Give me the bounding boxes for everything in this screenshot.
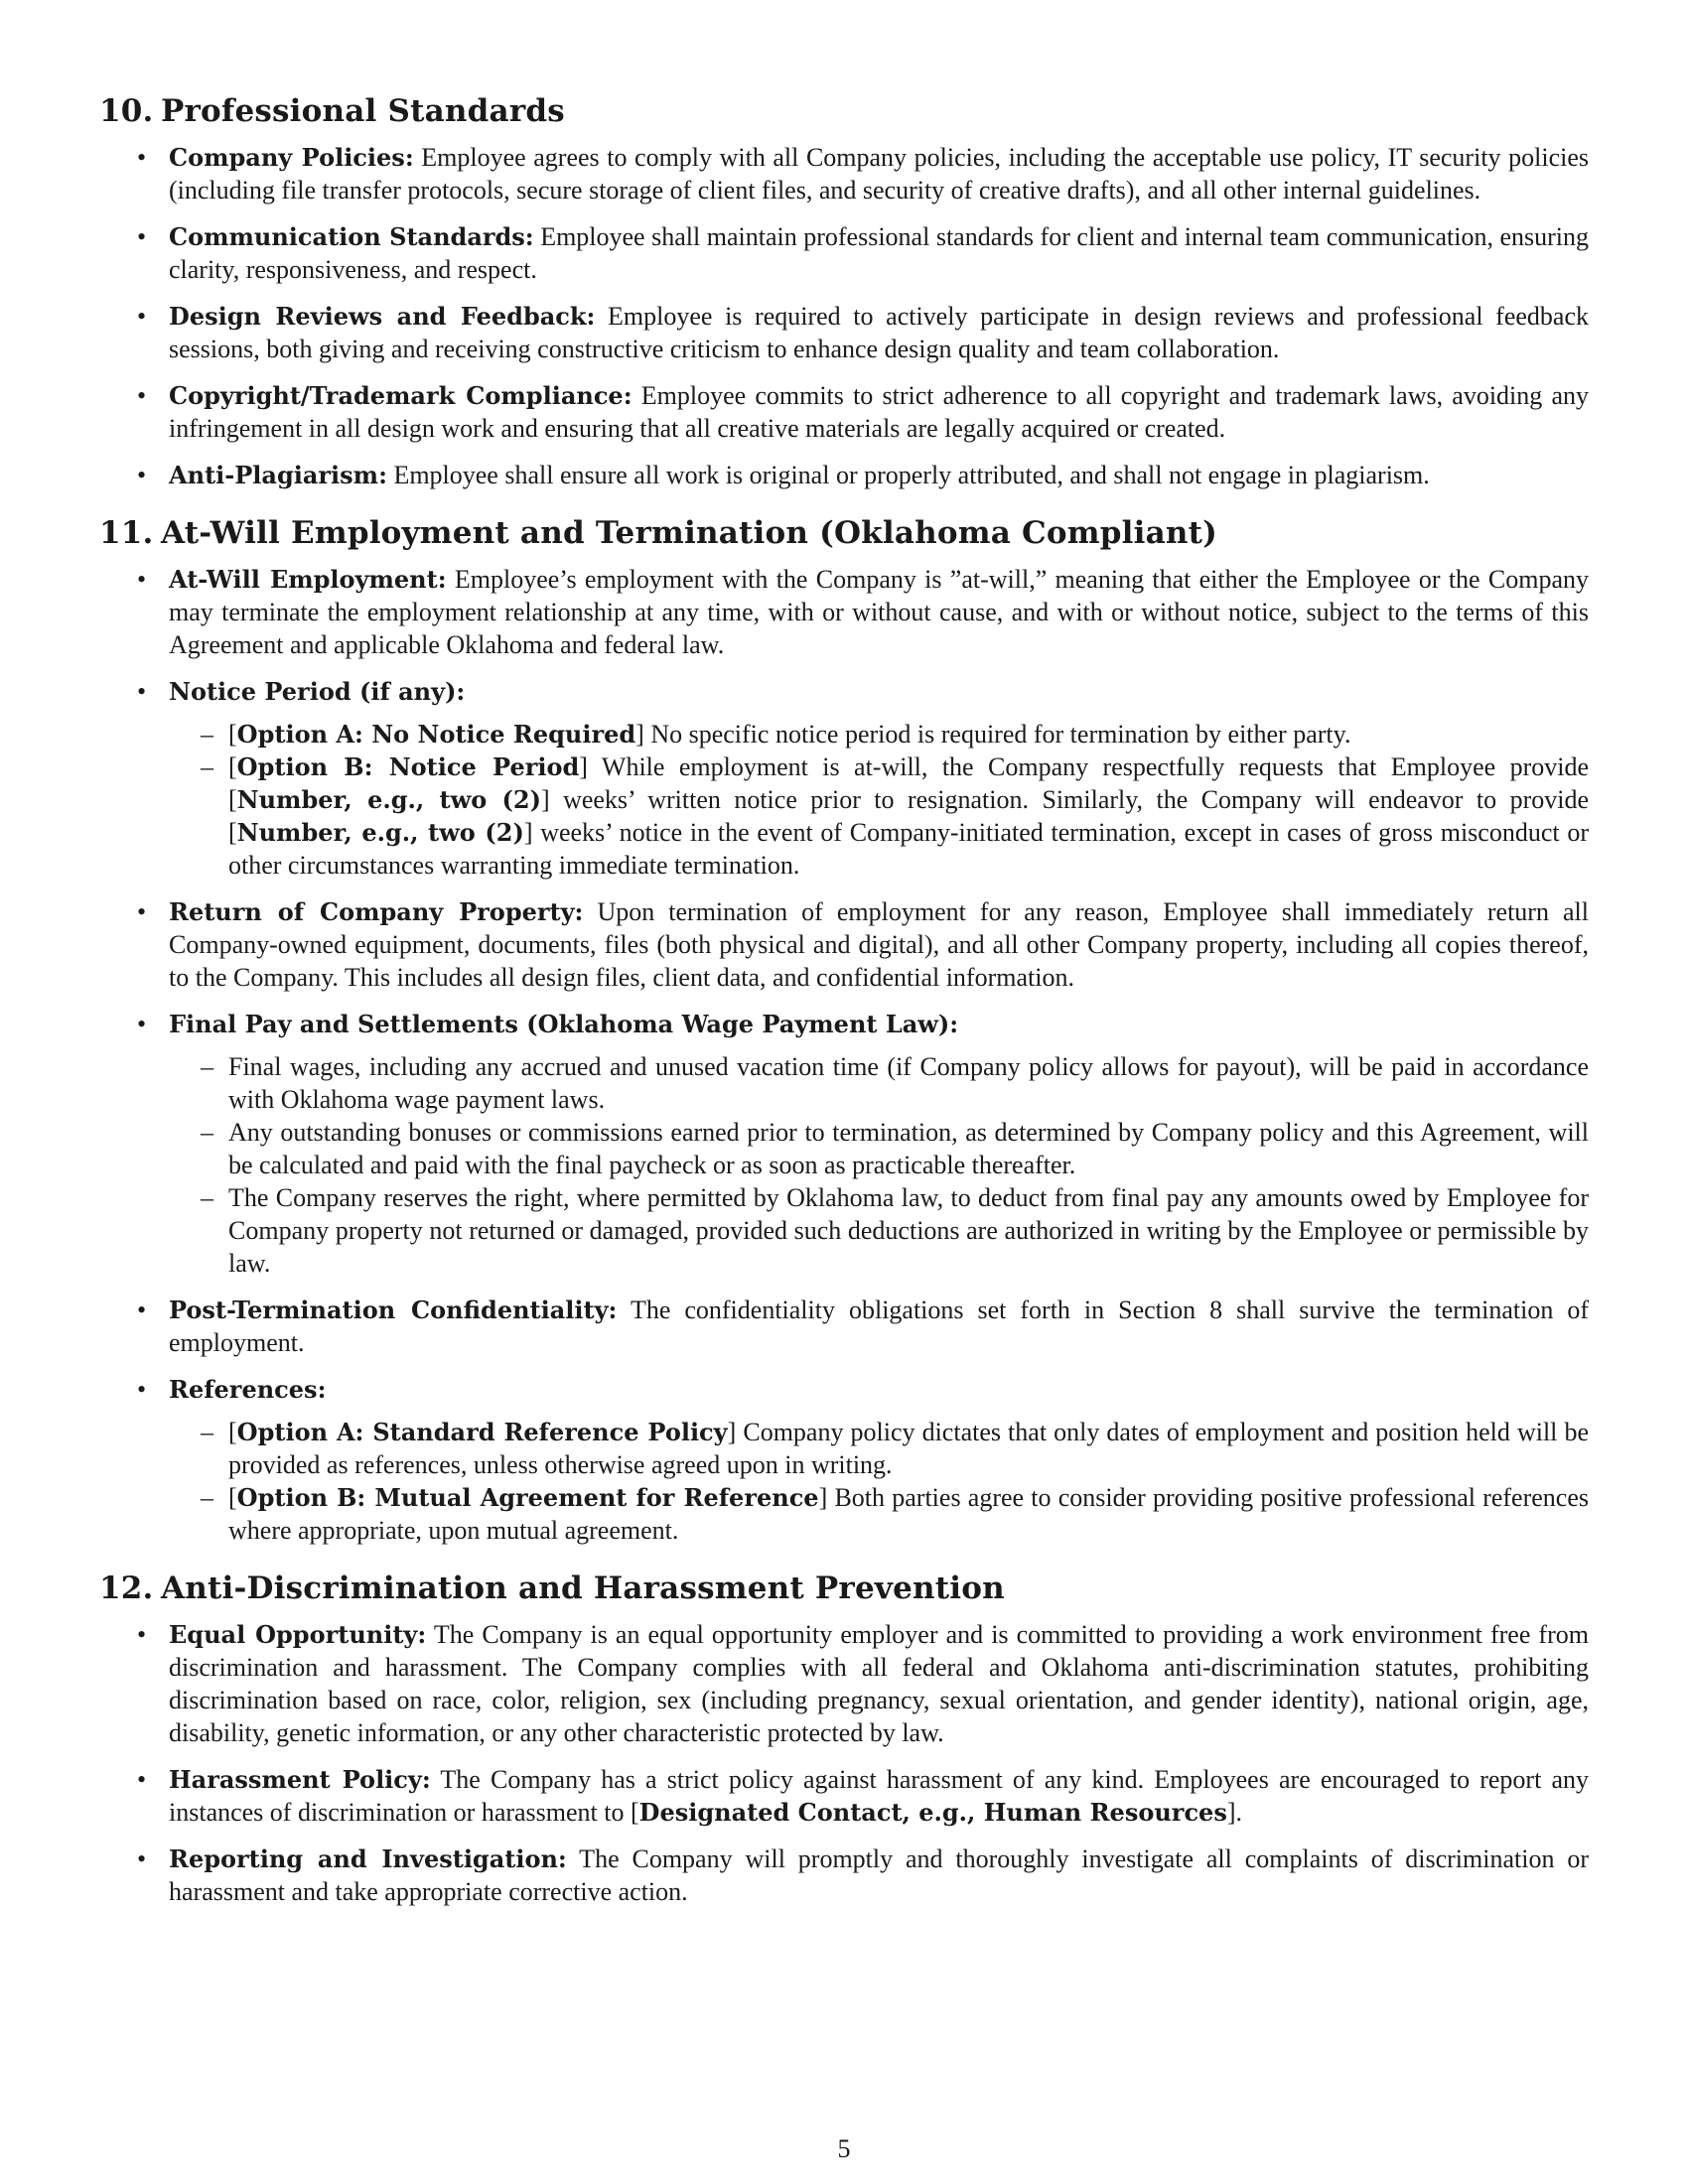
list-item	[99, 141, 1589, 206]
sub-list-item: – [Option A: No Notice Required] No specific notice period is required for termination by either party.	[201, 720, 1351, 749]
sub-list-item	[169, 1181, 1589, 1280]
item-term: Post-Termination Confidentiality:	[169, 1296, 618, 1324]
document-page	[99, 91, 1589, 1930]
item-text: Upon termination of employment for any reason, Employee shall immediately return all Company-owned equipment, documents, files (both physical and digital), and all other Company property, including all copies thereof, to the Company. This includes all design files, client data, and confidential information.	[169, 897, 1589, 992]
item-term: Anti-Plagiarism:	[169, 461, 387, 489]
section-11	[99, 513, 1589, 1547]
option-text: Company policy dictates that only dates of employment and position held will be provided as references, unless otherwise agreed upon in writing.	[228, 1418, 1589, 1479]
item-term: Communication Standards:	[169, 222, 534, 251]
option-label: Option A: No Notice Required	[236, 720, 636, 749]
item-term: Final Pay and Settlements (Oklahoma Wage Payment Law):	[169, 1010, 959, 1038]
item-text: Employee agrees to comply with all Company policies, including the acceptable use policy, IT security policies (including file transfer protocols, secure storage of client files, and security of creative drafts), and all other internal guidelines.	[169, 143, 1589, 205]
bullet-icon: •	[137, 1620, 147, 1649]
item-term: Equal Opportunity:	[169, 1620, 427, 1649]
item-term: Return of Company Property:	[169, 897, 584, 926]
item-text: Employee shall maintain professional standards for client and internal team communication, ensuring clarity, responsiveness, and respect.	[169, 222, 1590, 284]
sub-item-text: Any outstanding bonuses or commissions earned prior to termination, as determined by Company policy and this Agreement, will be calculated and paid with the final paycheck or as soon as practicable thereafter.	[228, 1118, 1589, 1179]
bullet-icon: •	[137, 565, 147, 594]
item-term: Company Policies:	[169, 143, 414, 172]
sub-list-item: – [Option A: Standard Reference Policy] Company policy dictates that only dates of employment and position held will be provided as references, unless otherwise agreed upon in writing.	[201, 1418, 1589, 1479]
item-term: Design Reviews and Feedback:	[169, 302, 596, 331]
list-item	[99, 1373, 1589, 1547]
bullet-icon: •	[137, 897, 147, 926]
placeholder-field: Number, e.g., two (2)	[236, 785, 541, 814]
list-item	[99, 300, 1589, 365]
item-term: At-Will Employment:	[169, 565, 447, 594]
bullet-icon: •	[137, 302, 147, 331]
dash-icon: –	[201, 1183, 213, 1212]
list-item	[99, 895, 1589, 994]
placeholder-field: Number, e.g., two (2)	[236, 818, 524, 847]
option-label: Option A: Standard Reference Policy	[236, 1418, 728, 1446]
sub-list	[169, 1050, 1589, 1280]
section-12	[99, 1569, 1589, 1908]
list-item	[99, 1294, 1589, 1359]
option-text: While employment is at-will, the Company respectfully requests that Employee provide [	[228, 752, 1590, 814]
option-text: ] weeks’ notice in the event of Company-initiated termination, except in cases of gross misconduct or other circumstances warranting immediate termination.	[228, 818, 1589, 880]
section-title: Professional Standards	[161, 93, 565, 129]
option-text: ] weeks’ written notice prior to resignation. Similarly, the Company will endeavor to provide [	[228, 785, 1589, 847]
item-text: The Company will promptly and thoroughly investigate all complaints of discrimination or harassment and take appropriate corrective action.	[169, 1844, 1589, 1906]
dash-icon: –	[201, 752, 213, 781]
item-text: The confidentiality obligations set forth in Section 8 shall survive the termination of employment.	[169, 1296, 1589, 1357]
list-item	[99, 563, 1589, 661]
list-item	[99, 1763, 1589, 1829]
list-item	[99, 379, 1589, 445]
item-term: Copyright/Trademark Compliance:	[169, 381, 633, 410]
list-item	[99, 1843, 1589, 1908]
dash-icon: –	[201, 1052, 213, 1081]
sub-list-item	[169, 1116, 1589, 1181]
bullet-icon: •	[137, 143, 147, 172]
section-heading	[99, 1569, 1589, 1608]
list-item	[99, 220, 1589, 286]
list-item	[99, 1618, 1589, 1749]
option-label: Option B: Notice Period	[236, 752, 580, 781]
placeholder-field: Designated Contact, e.g., Human Resources	[638, 1798, 1227, 1827]
item-text: Employee is required to actively participate in design reviews and professional feedback sessions, both giving and receiving constructive criticism to enhance design quality and team collaboration.	[169, 302, 1589, 363]
option-text: Both parties agree to consider providing positive professional references where appropriate, upon mutual agreement.	[228, 1483, 1589, 1545]
section-10	[99, 91, 1589, 491]
page-number: 5	[837, 2134, 851, 2163]
bullet-icon: •	[137, 1765, 147, 1794]
item-text: Employee commits to strict adherence to all copyright and trademark laws, avoiding any infringement in all design work and ensuring that all creative materials are legally acquired or created.	[169, 381, 1589, 443]
dash-icon: –	[201, 1118, 213, 1147]
list-item	[99, 1008, 1589, 1280]
dash-icon: –	[201, 1483, 213, 1512]
bullet-list	[99, 1618, 1589, 1908]
item-term: References:	[169, 1375, 327, 1404]
item-term: Reporting and Investigation:	[169, 1844, 567, 1873]
item-text: The Company is an equal opportunity employer and is committed to providing a work environment free from discrimination and harassment. The Company complies with all federal and Oklahoma anti-discrimination statutes, prohibiting discrimination based on race, color, religion, sex (including pregnancy, sexual orientation, and gender identity), national origin, age, disability, genetic information, or any other characteristic protected by law.	[169, 1620, 1589, 1747]
list-item	[99, 675, 1589, 882]
list-item	[99, 459, 1589, 491]
section-number: 12.	[99, 1570, 154, 1606]
bullet-icon: •	[137, 222, 147, 251]
option-text: No specific notice period is required for termination by either party.	[643, 720, 1351, 749]
item-text: ].	[1226, 1798, 1243, 1827]
bullet-icon: •	[137, 1296, 147, 1324]
item-term: Notice Period (if any):	[169, 677, 466, 706]
bullet-icon: •	[137, 677, 147, 706]
bullet-icon: •	[137, 1375, 147, 1404]
sub-item-text: The Company reserves the right, where permitted by Oklahoma law, to deduct from final pay any amounts owed by Employee for Company property not returned or damaged, provided such deductions are authorized in writing by the Employee or permissible by law.	[228, 1183, 1589, 1278]
dash-icon: –	[201, 1418, 213, 1446]
section-heading	[99, 91, 1589, 131]
item-term: Harassment Policy:	[169, 1765, 431, 1794]
section-number: 11.	[99, 515, 154, 551]
dash-icon: –	[201, 720, 213, 749]
bullet-list	[99, 141, 1589, 491]
section-title: Anti-Discrimination and Harassment Prevention	[161, 1570, 1005, 1606]
item-text: The Company has a strict policy against harassment of any kind. Employees are encouraged to report any instances of discrimination or harassment to [	[169, 1765, 1590, 1827]
item-text: Employee shall ensure all work is original or properly attributed, and shall not engage in plagiarism.	[386, 461, 1430, 489]
bullet-icon: •	[137, 461, 147, 489]
sub-list-item	[169, 1050, 1589, 1116]
bullet-icon: •	[137, 381, 147, 410]
bullet-list	[99, 563, 1589, 1547]
item-text: Employee’s employment with the Company is ”at-will,” meaning that either the Employee or the Company may terminate the employment relationship at any time, with or without cause, and with or without notice, subject to the terms of this Agreement and applicable Oklahoma and federal law.	[169, 565, 1589, 659]
section-number: 10.	[99, 93, 154, 129]
sub-list	[169, 1416, 1589, 1547]
sub-item-text: Final wages, including any accrued and unused vacation time (if Company policy allows for payout), will be paid in accordance with Oklahoma wage payment laws.	[228, 1052, 1589, 1114]
sub-list-item: – [Option B: Notice Period] While employment is at-will, the Company respectfully requests that Employee provide [Number, e.g., two (2)] weeks’ written notice prior to resignation. Similarly, the Company will endeavor to provide [Number, e.g., two (2)] weeks’ notice in the event of Company-initiated termination, except in cases of gross misconduct or other circumstances warranting immediate termination.	[201, 752, 1590, 880]
bullet-icon: •	[137, 1844, 147, 1873]
sub-list-item: – [Option B: Mutual Agreement for Reference] Both parties agree to consider providing positive professional references where appropriate, upon mutual agreement.	[201, 1483, 1589, 1545]
sub-list	[169, 718, 1589, 882]
option-label: Option B: Mutual Agreement for Reference	[236, 1483, 819, 1512]
bullet-icon: •	[137, 1010, 147, 1038]
section-heading	[99, 513, 1589, 553]
section-title: At-Will Employment and Termination (Oklahoma Compliant)	[161, 515, 1218, 551]
